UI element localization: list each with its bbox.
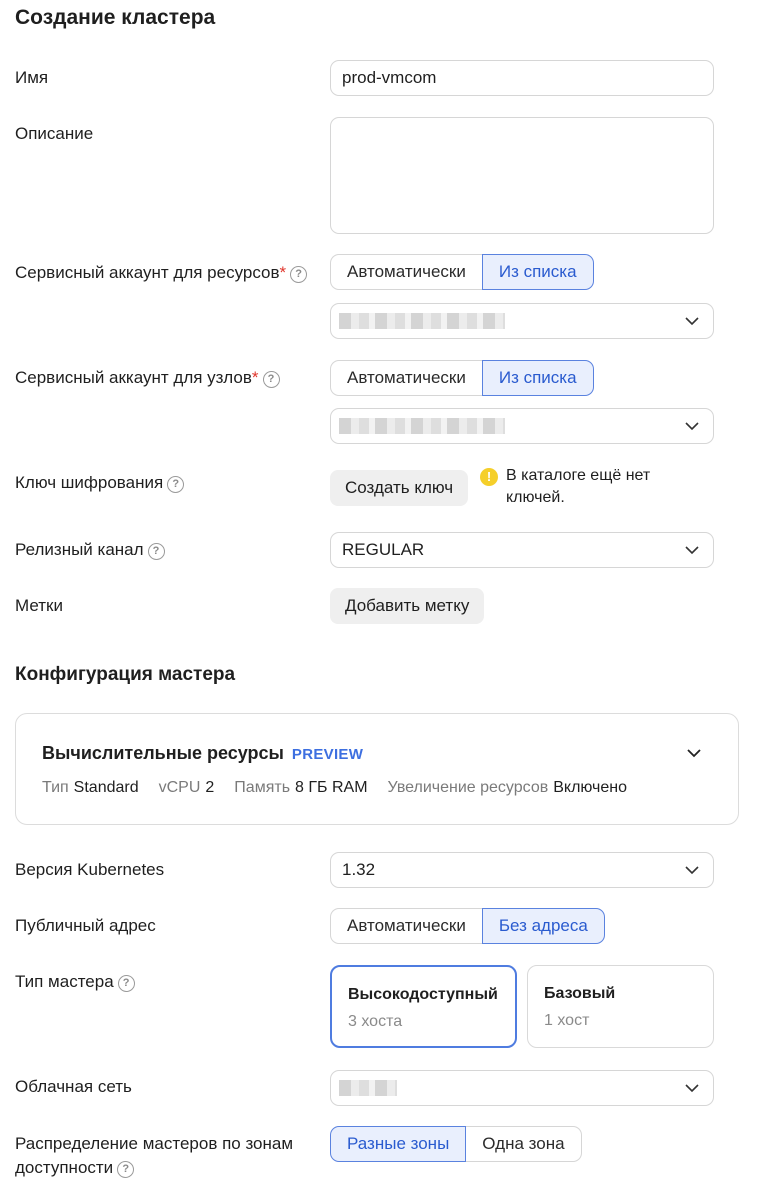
zones-switch [330, 1126, 582, 1162]
release-channel-label-text: Релизный канал [15, 540, 144, 559]
cloud-network-select[interactable] [330, 1070, 714, 1106]
sa-nodes-auto-option[interactable]: Автоматически [330, 360, 482, 396]
description-textarea[interactable] [330, 117, 714, 234]
page-title: Создание кластера [15, 6, 216, 29]
no-keys-warning [480, 465, 706, 509]
compute-resources-props [42, 779, 627, 797]
redacted-value [339, 418, 505, 434]
sa-resources-mode-switch [330, 254, 594, 290]
prop-vcpu: vCPU 2 [158, 779, 215, 796]
public-address-label: Публичный адрес [15, 916, 156, 935]
encryption-key-label-text: Ключ шифрования [15, 473, 164, 492]
redacted-value [339, 1080, 397, 1096]
help-icon[interactable]: ? [263, 371, 280, 388]
chevron-down-icon [684, 542, 700, 558]
sa-nodes-select[interactable] [330, 408, 714, 444]
prop-autoscale: Увеличение ресурсов Включено [387, 779, 628, 796]
public-address-switch [330, 908, 605, 944]
release-channel-select[interactable] [330, 532, 714, 568]
sa-nodes-label-text: Сервисный аккаунт для узлов [15, 368, 252, 387]
required-mark: * [279, 263, 287, 282]
help-icon[interactable]: ? [118, 975, 135, 992]
preview-badge: PREVIEW [291, 746, 364, 763]
k8s-version-label: Версия Kubernetes [15, 860, 165, 879]
required-mark: * [251, 368, 259, 387]
master-type-ha-tile[interactable] [330, 965, 517, 1048]
name-label: Имя [15, 68, 49, 87]
zones-label-line2: доступности ? [15, 1156, 293, 1180]
zones-multi-option[interactable]: Разные зоны [330, 1126, 466, 1162]
cloud-network-label: Облачная сеть [15, 1077, 132, 1096]
help-icon[interactable]: ? [148, 543, 165, 560]
name-input-value: prod-vmcom [342, 68, 437, 87]
create-key-button[interactable]: Создать ключ [330, 470, 468, 506]
ha-subtitle: 3 хоста [348, 1013, 403, 1030]
description-label: Описание [15, 124, 94, 143]
sa-nodes-mode-switch [330, 360, 594, 396]
master-type-basic-tile[interactable] [527, 965, 714, 1048]
add-label-button[interactable]: Добавить метку [330, 588, 484, 624]
sa-resources-label [15, 261, 307, 285]
ha-title: Высокодоступный [348, 986, 498, 1003]
master-type-label [15, 970, 135, 994]
help-icon[interactable]: ? [290, 266, 307, 283]
chevron-down-icon [684, 418, 700, 434]
release-channel-label [15, 538, 165, 562]
compute-resources-card[interactable] [15, 713, 739, 825]
sa-resources-auto-option[interactable]: Автоматически [330, 254, 482, 290]
compute-resources-title [42, 743, 363, 764]
help-icon[interactable]: ? [117, 1161, 134, 1178]
zones-single-option[interactable]: Одна зона [466, 1126, 581, 1162]
public-address-auto-option[interactable]: Автоматически [330, 908, 482, 944]
redacted-value [339, 313, 505, 329]
k8s-version-value: 1.32 [342, 860, 376, 879]
basic-title: Базовый [544, 985, 616, 1002]
labels-label: Метки [15, 596, 63, 615]
warning-icon: ! [480, 468, 498, 486]
release-channel-value: REGULAR [342, 540, 425, 559]
warning-text: В каталоге ещё нет ключей. [506, 467, 651, 506]
zones-label-line1: Распределение мастеров по зонам [15, 1134, 294, 1153]
encryption-key-label [15, 471, 184, 495]
master-type-label-text: Тип мастера [15, 972, 114, 991]
zones-label [15, 1132, 293, 1180]
prop-memory: Память 8 ГБ RAM [234, 779, 368, 796]
sa-nodes-list-option[interactable]: Из списка [482, 360, 594, 396]
chevron-down-icon[interactable] [686, 745, 702, 761]
prop-type: Тип Standard [42, 779, 139, 796]
chevron-down-icon [684, 862, 700, 878]
sa-resources-list-option[interactable]: Из списка [482, 254, 594, 290]
public-address-none-option[interactable]: Без адреса [482, 908, 605, 944]
sa-resources-select[interactable] [330, 303, 714, 339]
k8s-version-select[interactable] [330, 852, 714, 888]
help-icon[interactable]: ? [167, 476, 184, 493]
compute-resources-title-text: Вычислительные ресурсы [42, 743, 284, 763]
sa-resources-label-text: Сервисный аккаунт для ресурсов [15, 263, 280, 282]
basic-subtitle: 1 хост [544, 1012, 590, 1029]
chevron-down-icon [684, 1080, 700, 1096]
name-input[interactable] [330, 60, 714, 96]
chevron-down-icon [684, 313, 700, 329]
master-config-title: Конфигурация мастера [15, 664, 236, 685]
sa-nodes-label [15, 366, 280, 390]
